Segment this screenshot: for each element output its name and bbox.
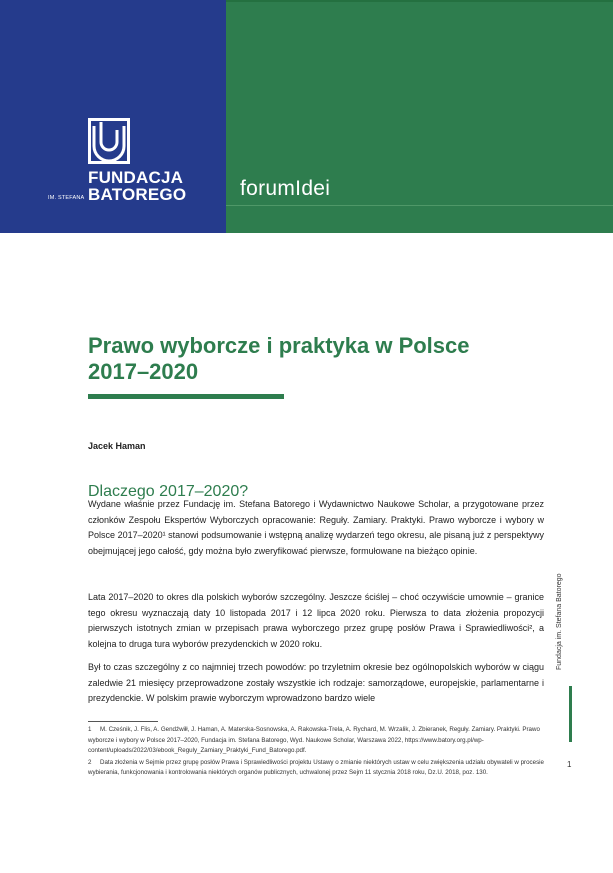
- logo-text-batorego: BATOREGO: [88, 185, 187, 204]
- footnote-1: [88, 725, 544, 757]
- footnote-2: [88, 758, 544, 779]
- footnote-text: M. Cześnik, J. Flis, A. Gendźwiłł, J. Haman, A. Materska-Sosnowska, A. Rakowska-Trela, A. Rychard, M. Wrzalik, J. Zbieranek, Reguły. Zamiary. Praktyki. Prawo wyborcze i wybory w Polsce 2017–2020, Fundacja im. Stefana Batorego, Wyd. Naukowe Scholar, Warszawa 2022, https://www.batory.org.pl/wp-content/uploads/2022/03/ebook_Reguly_Zamiary_Praktyki_Fund_Batorego.pdf.: [88, 726, 540, 754]
- logo-text-fundacja: FUNDACJA: [88, 168, 184, 187]
- body-paragraph-3: Był to czas szczególny z co najmniej trzech powodów: po trzyletnim okresie bez ogólnopolskich wyborów w ciągu zaledwie 21 miesięcy przeprowadzone zostały wszystkie ich rodzaje: samorządowe, europejskie, parlamentarne i prezydenckie. W polskim prawie wyborczym wprowadzono bardzo wiele: [88, 662, 544, 703]
- side-running-label: Fundacja im. Stefana Batorego: [556, 573, 563, 670]
- author-name: Jacek Haman: [88, 441, 146, 451]
- section-heading: Dlaczego 2017–2020?: [88, 483, 249, 500]
- header-bottom-line: [226, 205, 613, 206]
- footnote-number: 1: [88, 726, 92, 733]
- body-paragraph-2: Lata 2017–2020 to okres dla polskich wyborów szczególny. Jeszcze ściślej – choć oczywiście umownie – granice tego okresu wyznaczają daty 10 listopada 2017 i 12 lipca 2020 roku. Pierwsza to data złożenia propozycji pierwszych istotnych zmian w przepisach prawa wyborczego przez grupę posłów Prawa i Sprawiedliwości², a kolejna to druga tura wyborów prezydenckich w 2020 roku.: [88, 592, 544, 649]
- title-underline-bar: [88, 394, 284, 399]
- logo-emblem-icon: [88, 118, 130, 164]
- page-number: 1: [567, 760, 572, 769]
- footnote-separator: [88, 721, 158, 722]
- logo-text-im-stefana: IM. STEFANA: [48, 195, 85, 201]
- footnote-number: 2: [88, 758, 92, 766]
- body-paragraph-1: Wydane właśnie przez Fundację im. Stefana Batorego i Wydawnictwo Naukowe Scholar, a przygotowane przez członków Zespołu Ekspertów Wyborczych opracowanie: Reguły. Zamiary. Praktyki. Prawo wyborcze i wybory w Polsce 2017–2020¹ stanowi podsumowanie i wstępną analizę wydarzeń tego okresu, ale pisaną już z perspektywy obejmującej jego całość, gdy można było zweryfikować pierwsze, formułowane na bieżąco opinie.: [88, 499, 544, 556]
- fundacja-batorego-logo: [44, 118, 187, 208]
- footnote-text: Data złożenia w Sejmie przez grupę posłów Prawa i Sprawiedliwości projektu Ustawy o zmianie niektórych ustaw w celu zwiększenia udziału obywateli w procesie wybierania, funkcjonowania i kontrolowania niektórych organów publicznych, uchwalonej przez Sejm 11 stycznia 2018 roku, Dz.U. 2018, poz. 130.: [88, 758, 544, 776]
- side-accent-bar: [569, 686, 572, 742]
- brand-forum-idei: forumIdei: [240, 177, 331, 200]
- header-top-line: [226, 0, 613, 2]
- page-title: Prawo wyborcze i praktyka w Polsce 2017–2020: [88, 333, 470, 384]
- footnotes: [88, 725, 544, 780]
